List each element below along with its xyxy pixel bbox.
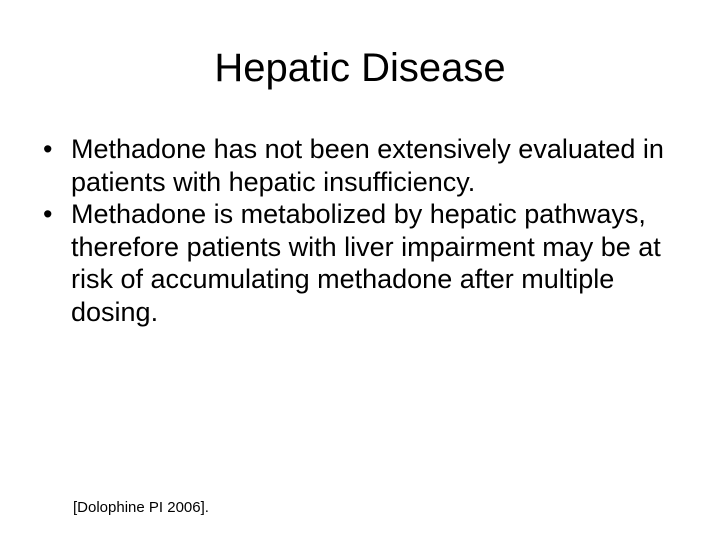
bullet-marker-icon: • xyxy=(43,199,53,229)
bullet-text: Methadone has not been extensively evaluated in patients with hepatic insufficiency. xyxy=(71,134,664,197)
bullet-item xyxy=(40,198,680,328)
bullet-marker-icon: • xyxy=(43,134,53,164)
bullet-list xyxy=(40,133,680,328)
bullet-item xyxy=(40,133,680,198)
slide-title: Hepatic Disease xyxy=(214,46,506,90)
bullet-text: Methadone is metabolized by hepatic pathways, therefore patients with liver impairment may be at risk of accumulating methadone after multiple dosing. xyxy=(71,199,661,327)
citation: [Dolophine PI 2006]. xyxy=(73,499,209,516)
